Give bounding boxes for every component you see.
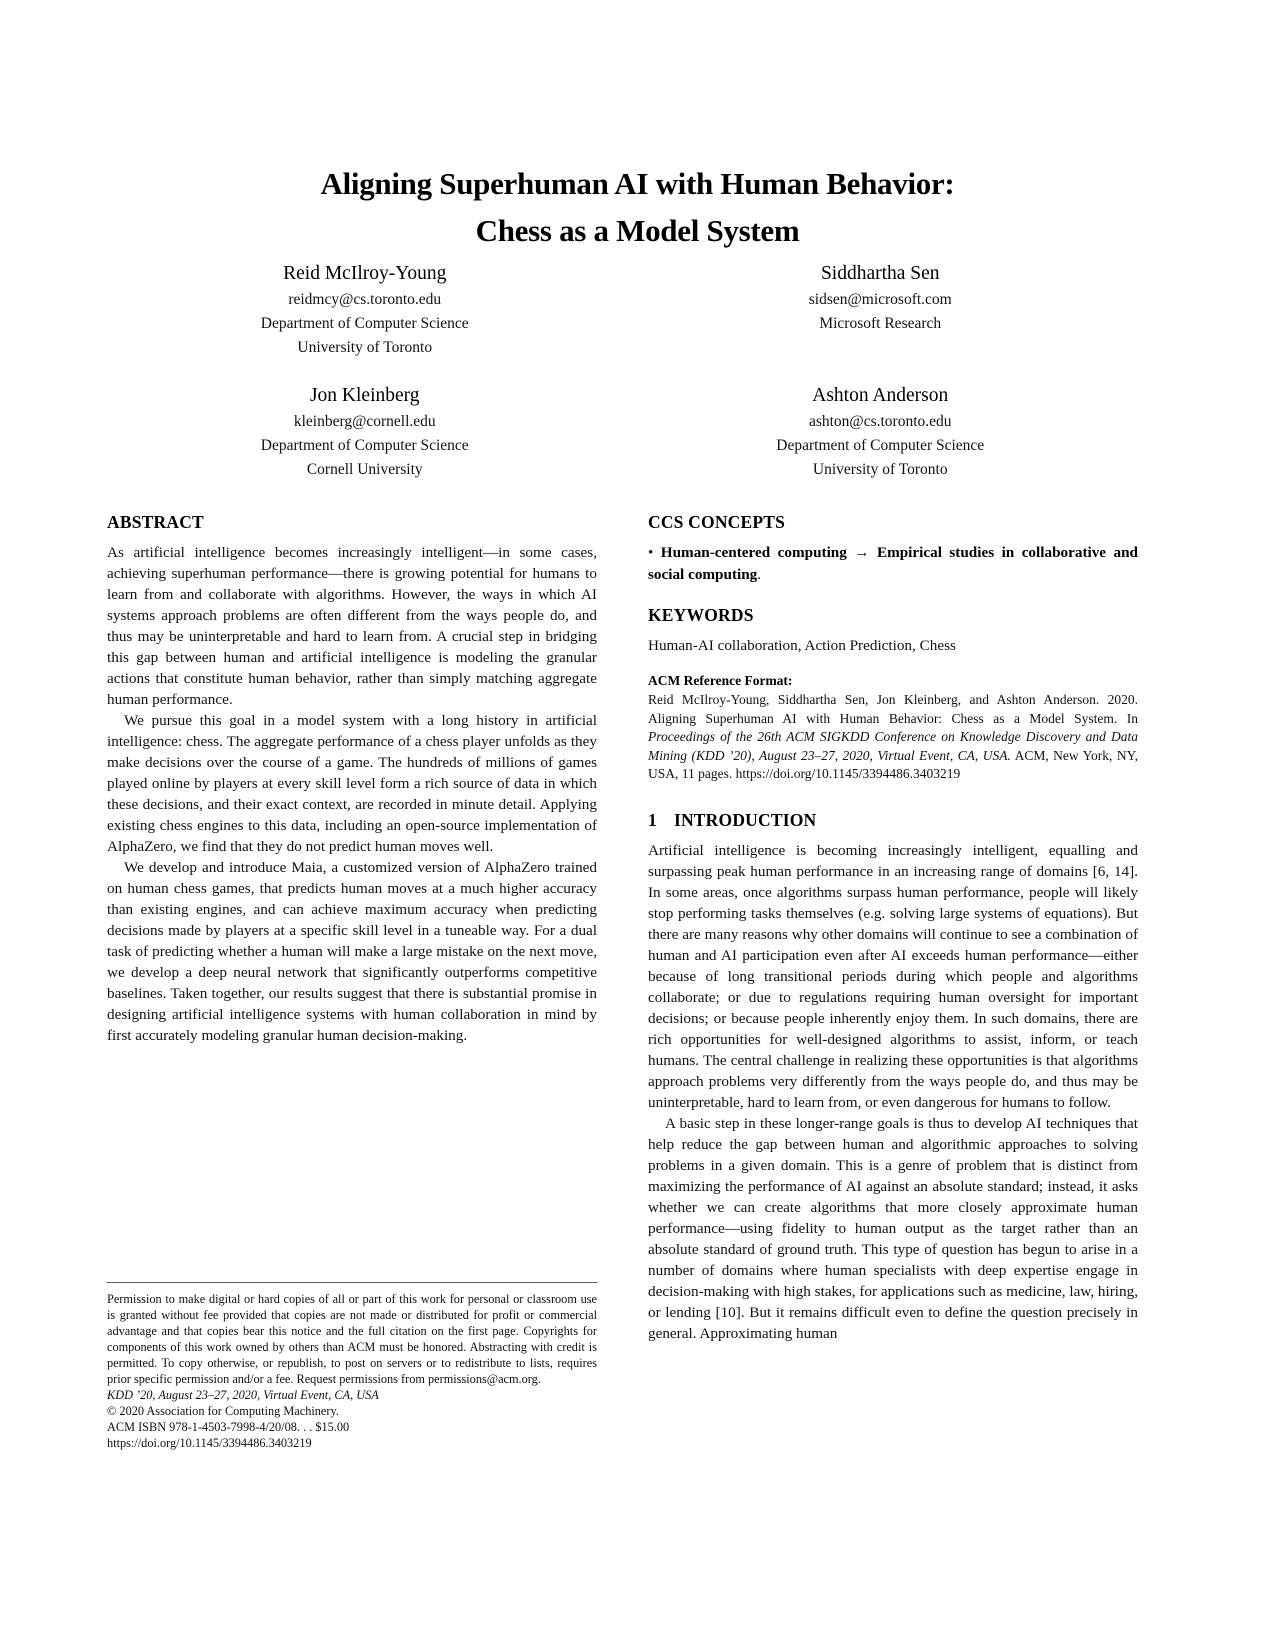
author-email: sidsen@microsoft.com (808, 291, 952, 308)
acm-reference-heading: ACM Reference Format: (648, 673, 793, 688)
author-email: reidmcy@cs.toronto.edu (288, 291, 442, 308)
ccs-concepts-line (648, 542, 1138, 586)
ccs-arrow: → (846, 544, 877, 561)
left-column (107, 512, 597, 1046)
abstract-paragraph: We develop and introduce Maia, a customized version of AlphaZero trained on human chess games, that predicts human moves at a much higher accuracy than existing engines, and can achieve maximum accuracy when predicting decisions made by players at a specific skill level in a tuneable way. For a dual task of predicting whether a human will make a large mistake on the next move, we develop a deep neural network that significantly outperforms competitive baselines. Taken together, our results suggest that there is substantial promise in designing artificial intelligence systems with human collaboration in mind by first accurately modeling granular human decision-making. (107, 859, 597, 1044)
author-block (623, 382, 1139, 482)
keywords-heading: KEYWORDS (648, 605, 754, 625)
permission-text: Permission to make digital or hard copies of all or part of this work for personal or classroom use is granted without fee provided that copies are not made or distributed for profit or commercial advantage and that copies bear this notice and the full citation on the first page. Copyrights for components of this work owned by others than ACM must be honored. Abstracting with credit is permitted. To copy otherwise, or republish, to post on servers or to redistribute to lists, requires prior specific permission and/or a fee. Request permissions from permissions@acm.org. (107, 1292, 597, 1386)
acm-ref-plain: Reid McIlroy-Young, Siddhartha Sen, Jon Kleinberg, and Ashton Anderson. 2020. Aligning Superhuman AI with Human Behavior: Chess as a Model System. In (648, 692, 1138, 726)
paper-title-line2: Chess as a Model System (475, 213, 800, 248)
author-name: Ashton Anderson (812, 385, 949, 406)
introduction-paragraph: A basic step in these longer-range goals is thus to develop AI techniques that help reduce the gap between human and algorithmic approaches to solving problems in a given domain. This is a genre of problem that is distinct from maximizing the performance of AI against an absolute standard; instead, it asks whether we can create algorithms that more closely approximate human performance—using fidelity to human output as the target rather than an absolute standard of ground truth. This type of question has begun to arise in a number of domains where human specialists with deep expertise engage in decision-making with high stakes, for applications such as medicine, law, hiring, or lending [10]. But it remains difficult even to define the question precisely in general. Approximating human (648, 1114, 1138, 1342)
author-block (623, 260, 1139, 360)
author-block (107, 260, 623, 360)
author-name: Jon Kleinberg (309, 385, 420, 406)
authors-block (107, 260, 1138, 482)
abstract-paragraph: As artificial intelligence becomes increasingly intelligent—in some cases, achieving superhuman performance—there is growing potential for humans to learn from and collaborate with algorithms. However, the ways in which AI systems approach problems are often different from the ways people do, and thus may be uninterpretable and hard to learn from. A crucial step in bridging this gap between human and artificial intelligence is modeling the granular actions that constitute human behavior, rather than simply matching aggregate human performance. (107, 544, 597, 708)
author-affiliation: Cornell University (306, 461, 423, 478)
abstract-paragraph: We pursue this goal in a model system with a long history in artificial intelligence: chess. The aggregate performance of a chess player unfolds as they make decisions over the course of a game. The hundreds of millions of games played online by players at every skill level form a rich source of data in which these decisions, and their exact context, are recorded in minute detail. Applying existing chess engines to this data, including an open-source implementation of AlphaZero, we find that they do not predict human moves well. (107, 712, 597, 855)
author-block (107, 382, 623, 482)
doi-line: https://doi.org/10.1145/3394486.3403219 (107, 1436, 312, 1450)
copyright-footnote (107, 1282, 597, 1451)
section-number: 1 (648, 809, 657, 830)
keywords-text: Human-AI collaboration, Action Prediction, Chess (648, 637, 956, 654)
abstract-heading: ABSTRACT (107, 512, 204, 532)
ccs-subcategory: Empirical studies in collaborative and social computing (648, 544, 1138, 583)
author-name: Reid McIlroy-Young (283, 263, 447, 284)
author-email: kleinberg@cornell.edu (293, 413, 436, 430)
section-title: INTRODUCTION (673, 809, 817, 830)
right-column (648, 512, 1138, 1344)
conference-line: KDD ’20, August 23–27, 2020, Virtual Event, CA, USA (107, 1388, 379, 1402)
paper-title-line1: Aligning Superhuman AI with Human Behavior: (320, 166, 955, 201)
author-email: ashton@cs.toronto.edu (808, 413, 952, 430)
copyright-line: © 2020 Association for Computing Machinery. (107, 1404, 339, 1418)
paper-title (0, 160, 1275, 254)
acm-reference-text (648, 691, 1138, 784)
author-affiliation: Department of Computer Science (776, 437, 985, 454)
author-affiliation: Department of Computer Science (260, 437, 469, 454)
ccs-bullet: • (648, 544, 661, 561)
author-affiliation: University of Toronto (812, 461, 948, 478)
ccs-period: . (757, 566, 762, 583)
author-name: Siddhartha Sen (820, 263, 940, 284)
isbn-line: ACM ISBN 978-1-4503-7998-4/20/08. . . $15.00 (107, 1420, 350, 1434)
ccs-category: Human-centered computing (660, 544, 847, 561)
author-affiliation: Department of Computer Science (260, 315, 469, 332)
author-affiliation: Microsoft Research (819, 315, 942, 332)
ccs-heading: CCS CONCEPTS (648, 512, 786, 532)
author-affiliation: University of Toronto (297, 339, 433, 356)
introduction-paragraph: Artificial intelligence is becoming increasingly intelligent, equalling and surpassing peak human performance in an increasing range of domains [6, 14]. In some areas, once algorithms surpass human performance, people will likely stop performing tasks themselves (e.g. solving large systems of equations). But there are many reasons why other domains will continue to see a combination of human and AI participation even after AI exceeds human performance—either because of long transitional periods during which people and algorithms collaborate; or due to regulations requiring human oversight for important decisions; or because people inherently enjoy them. In such domains, there are rich opportunities for well-designed algorithms to assist, inform, or teach humans. The central challenge in realizing these opportunities is that algorithms approach problems very differently from the ways people do, and thus may be uninterpretable, hard to learn from, or even dangerous for humans to follow. (648, 841, 1138, 1111)
acm-ref-proceedings: Proceedings of the 26th ACM SIGKDD Conference on Knowledge Discovery and Data Mining (KDD ’20), August 23–27, 2020, Virtual Event, CA, USA. (648, 729, 1138, 763)
acm-ref-doi: ACM, New York, NY, USA, 11 pages. https://doi.org/10.1145/3394486.3403219 (648, 747, 1138, 782)
introduction-heading (648, 810, 1138, 831)
